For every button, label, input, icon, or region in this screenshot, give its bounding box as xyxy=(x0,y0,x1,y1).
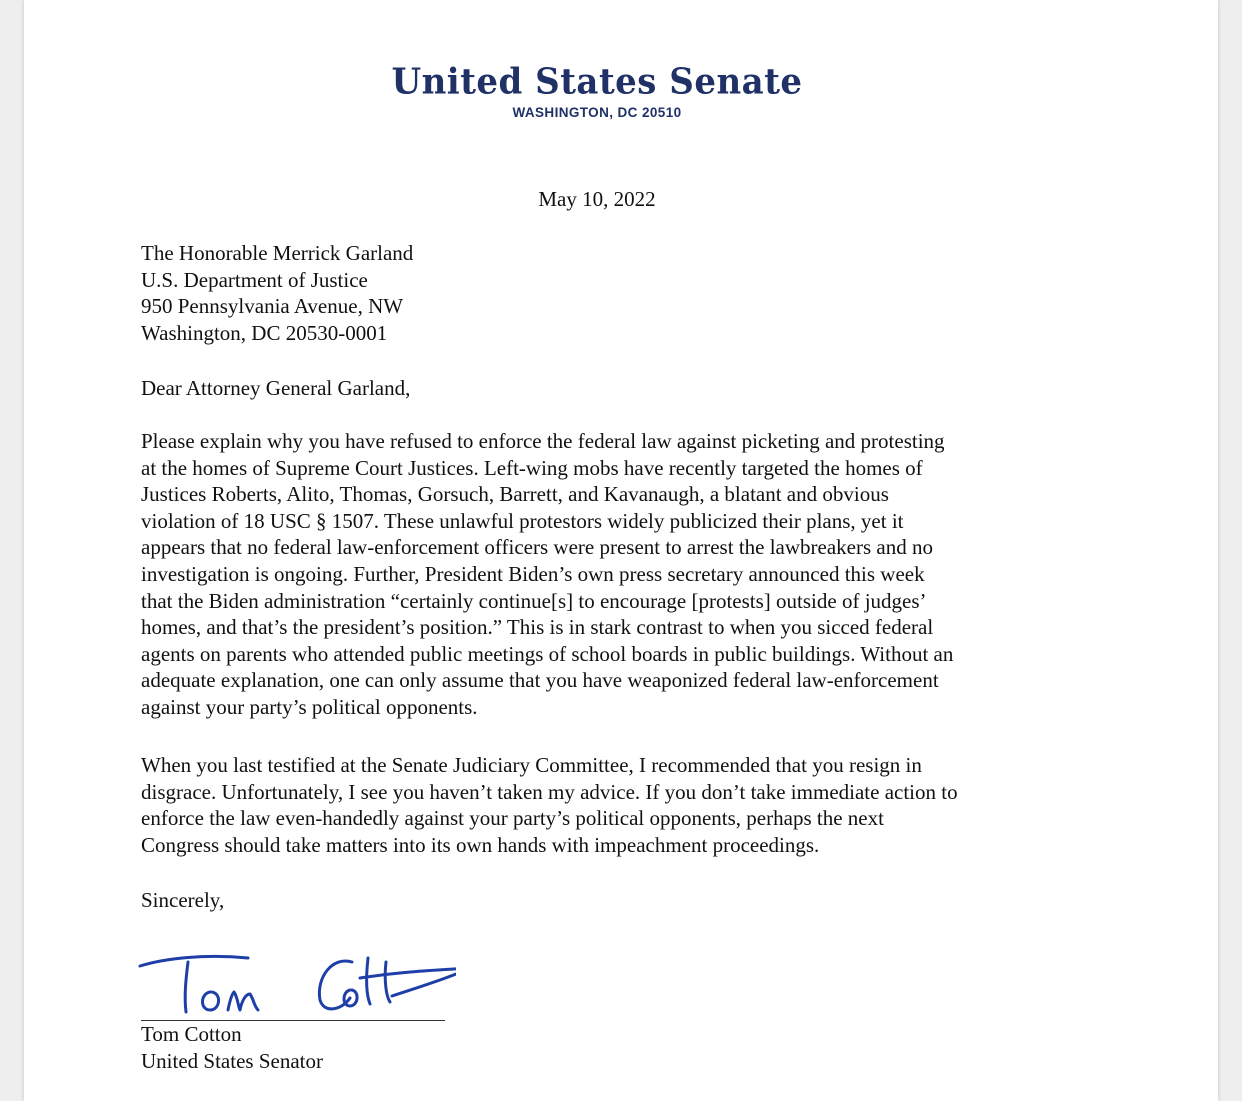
paragraph-line: disgrace. Unfortunately, I see you haven’t taken my advice. If you don’t take immediate action to xyxy=(141,779,958,804)
closing: Sincerely, xyxy=(141,888,225,912)
paragraph-line: Justices Roberts, Alito, Thomas, Gorsuch, Barrett, and Kavanaugh, a blatant and obvious xyxy=(141,482,889,507)
paragraph-line: Congress should take matters into its own hands with impeachment proceedings. xyxy=(141,832,820,857)
recipient-address xyxy=(141,240,413,346)
paragraph-line: agents on parents who attended public meetings of school boards in public buildings. Without an xyxy=(141,641,954,666)
letterhead-title: United States Senate xyxy=(391,61,803,103)
body-paragraph-2 xyxy=(141,752,1101,858)
recipient-department: U.S. Department of Justice xyxy=(141,267,368,292)
signer-title: United States Senator xyxy=(141,1048,323,1073)
letterhead xyxy=(0,62,1218,120)
letterhead-subtitle: WASHINGTON, DC 20510 xyxy=(512,105,682,120)
paragraph-line: at the homes of Supreme Court Justices. Left-wing mobs have recently targeted the homes of xyxy=(141,455,923,480)
recipient-street: 950 Pennsylvania Avenue, NW xyxy=(141,294,404,319)
paragraph-line: adequate explanation, one can only assume that you have weaponized federal law-enforcement xyxy=(141,668,939,693)
body-paragraph-1 xyxy=(141,428,1101,721)
signature-image xyxy=(136,938,456,1022)
paragraph-line: against your party’s political opponents. xyxy=(141,694,478,719)
paragraph-line: enforce the law even-handedly against your party’s political opponents, perhaps the next xyxy=(141,806,884,831)
paragraph-line: appears that no federal law-enforcement officers were present to arrest the lawbreakers and no xyxy=(141,535,933,560)
signer-name: Tom Cotton xyxy=(141,1022,242,1046)
paragraph-line: Please explain why you have refused to enforce the federal law against picketing and protesting xyxy=(141,429,945,453)
signer-block xyxy=(141,1021,323,1074)
paragraph-line: When you last testified at the Senate Judiciary Committee, I recommended that you resign in xyxy=(141,753,922,777)
paragraph-line: violation of 18 USC § 1507. These unlawful protestors widely publicized their plans, yet it xyxy=(141,508,904,533)
paragraph-line: that the Biden administration “certainly continue[s] to encourage [protests] outside of judges’ xyxy=(141,588,927,613)
paragraph-line: homes, and that’s the president’s position.” This is in stark contrast to when you sicced federal xyxy=(141,615,934,640)
paragraph-line: investigation is ongoing. Further, President Biden’s own press secretary announced this week xyxy=(141,561,925,586)
recipient-name: The Honorable Merrick Garland xyxy=(141,241,414,265)
letter-date: May 10, 2022 xyxy=(538,187,656,211)
recipient-city: Washington, DC 20530-0001 xyxy=(141,320,388,345)
salutation: Dear Attorney General Garland, xyxy=(141,376,411,400)
